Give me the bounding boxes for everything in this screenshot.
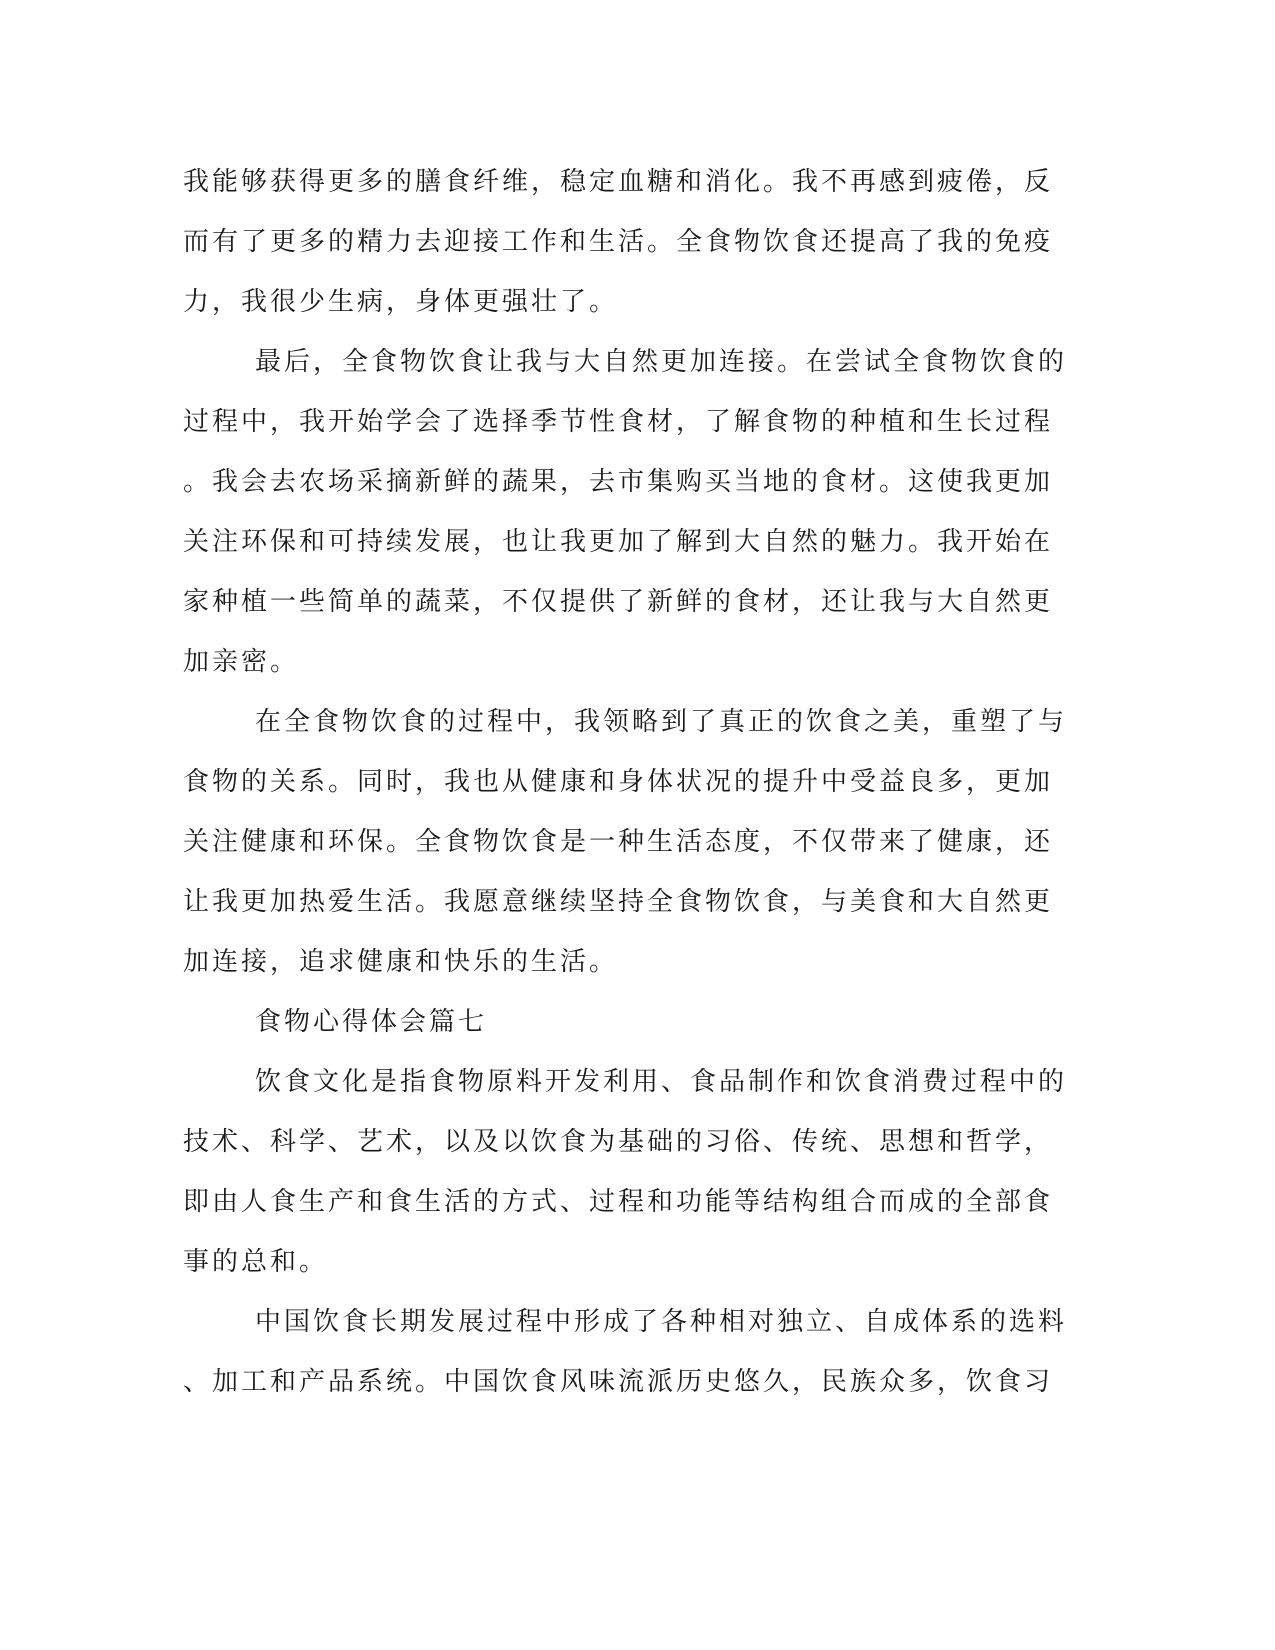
text-line: 技术、科学、艺术，以及以饮食为基础的习俗、传统、思想和哲学， [183, 1127, 1054, 1157]
paragraph-start-line: 饮食文化是指食物原料开发利用、食品制作和饮食消费过程中的 [255, 1067, 1068, 1097]
text-line: 加连接，追求健康和快乐的生活。 [183, 947, 619, 977]
document-body [183, 160, 1068, 1420]
text-line: 、加工和产品系统。中国饮食风味流派历史悠久，民族众多，饮食习 [183, 1367, 1054, 1397]
text-line: 我能够获得更多的膳食纤维，稳定血糖和消化。我不再感到疲倦，反 [183, 167, 1054, 197]
paragraph-start-line: 中国饮食长期发展过程中形成了各种相对独立、自成体系的选料 [255, 1307, 1068, 1337]
paragraph-start-line: 在全食物饮食的过程中，我领略到了真正的饮食之美，重塑了与 [255, 707, 1068, 737]
text-line: 家种植一些简单的蔬菜，不仅提供了新鲜的食材，还让我与大自然更 [183, 587, 1054, 617]
text-line: 加亲密。 [183, 647, 300, 677]
text-line: 让我更加热爱生活。我愿意继续坚持全食物饮食，与美食和大自然更 [183, 887, 1054, 917]
text-line: 过程中，我开始学会了选择季节性食材，了解食物的种植和生长过程 [183, 407, 1054, 437]
section-heading: 食物心得体会篇七 [255, 1007, 488, 1037]
text-line: 力，我很少生病，身体更强壮了。 [183, 287, 619, 317]
paragraph-start-line: 最后，全食物饮食让我与大自然更加连接。在尝试全食物饮食的 [255, 347, 1068, 377]
text-line: 即由人食生产和食生活的方式、过程和功能等结构组合而成的全部食 [183, 1187, 1054, 1217]
text-line: 而有了更多的精力去迎接工作和生活。全食物饮食还提高了我的免疫 [183, 227, 1054, 257]
text-line: 事的总和。 [183, 1247, 329, 1277]
text-line: 食物的关系。同时，我也从健康和身体状况的提升中受益良多，更加 [183, 767, 1054, 797]
text-line: 关注环保和可持续发展，也让我更加了解到大自然的魅力。我开始在 [183, 527, 1054, 557]
text-line: 。我会去农场采摘新鲜的蔬果，去市集购买当地的食材。这使我更加 [183, 467, 1054, 497]
text-line: 关注健康和环保。全食物饮食是一种生活态度，不仅带来了健康，还 [183, 827, 1054, 857]
